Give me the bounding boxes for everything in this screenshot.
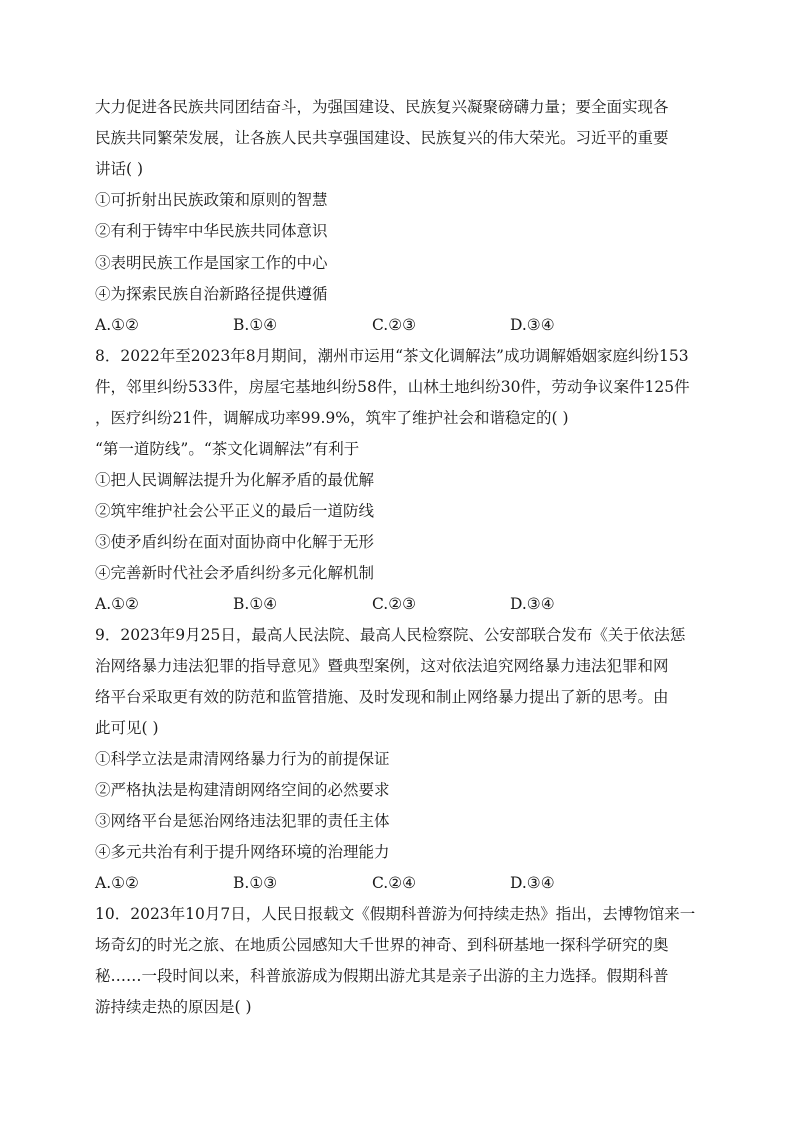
q10-stem-line: 场奇幻的时光之旅、在地质公园感知大千世界的神奇、到科研基地一探科学研究的奥 (95, 936, 669, 954)
q8-stem-line: 8．2022年至2023年8月期间，潮州市运用“茶文化调解法”成功调解婚姻家庭纠纷153 (95, 347, 689, 365)
q8-item: ④完善新时代社会矛盾纠纷多元化解机制 (95, 564, 375, 582)
q9-stem-line: 此可见( ) (95, 719, 159, 737)
q8-stem-line: 件，邻里纠纷533件，房屋宅基地纠纷58件，山林土地纠纷30件，劳动争议案件125件 (95, 378, 690, 396)
q7-stem-line: 民族共同繁荣发展，让各族人民共享强国建设、民族复兴的伟大荣光。习近平的重要 (95, 129, 669, 147)
option-c[interactable]: C.②③ (372, 316, 417, 334)
q7-item: ④为探索民族自治新路径提供遵循 (95, 285, 328, 303)
q9-stem-line: 9．2023年9月25日，最高人民法院、最高人民检察院、公安部联合发布《关于依法惩 (95, 626, 686, 644)
option-d[interactable]: D.③④ (510, 874, 555, 892)
option-c[interactable]: C.②③ (372, 595, 417, 613)
q10-stem-line: 秘……一段时间以来，科普旅游成为假期出游尤其是亲子出游的主力选择。假期科普 (95, 967, 669, 985)
q9-item: ①科学立法是肃清网络暴力行为的前提保证 (95, 750, 390, 768)
q8-item: ①把人民调解法提升为化解矛盾的最优解 (95, 471, 375, 489)
q8-stem-line: “第一道防线”。“茶文化调解法”有利于 (95, 440, 360, 458)
option-a[interactable]: A.①② (95, 595, 139, 613)
q8-stem-line: ，医疗纠纷21件，调解成功率99.9%，筑牢了维护社会和谐稳定的( ) (95, 409, 569, 427)
q7-item: ③表明民族工作是国家工作的中心 (95, 254, 328, 272)
option-b[interactable]: B.①④ (233, 316, 278, 334)
q7-stem-line: 讲话( ) (95, 160, 144, 178)
q7-stem-line: 大力促进各民族共同团结奋斗，为强国建设、民族复兴凝聚磅礴力量；要全面实现各 (95, 98, 669, 116)
q7-item: ②有利于铸牢中华民族共同体意识 (95, 222, 328, 240)
option-c[interactable]: C.②④ (372, 874, 417, 892)
option-b[interactable]: B.①③ (233, 874, 278, 892)
option-a[interactable]: A.①② (95, 316, 139, 334)
q10-stem-line: 10．2023年10月7日，人民日报载文《假期科普游为何持续走热》指出，去博物馆来一 (95, 905, 696, 923)
q9-stem-line: 络平台采取更有效的防范和监管措施、及时发现和制止网络暴力提出了新的思考。由 (95, 688, 669, 706)
q8-options (95, 594, 695, 614)
q8-item: ③使矛盾纠纷在面对面协商中化解于无形 (95, 533, 375, 551)
q7-options (95, 315, 695, 335)
option-b[interactable]: B.①④ (233, 595, 278, 613)
q8-item: ②筑牢维护社会公平正义的最后一道防线 (95, 502, 375, 520)
option-d[interactable]: D.③④ (510, 595, 555, 613)
q9-item: ③网络平台是惩治网络违法犯罪的责任主体 (95, 812, 390, 830)
q9-item: ②严格执法是构建清朗网络空间的必然要求 (95, 781, 390, 799)
q7-item: ①可折射出民族政策和原则的智慧 (95, 191, 328, 209)
q9-stem-line: 治网络暴力违法犯罪的指导意见》暨典型案例，这对依法追究网络暴力违法犯罪和网 (95, 657, 669, 675)
q9-item: ④多元共治有利于提升网络环境的治理能力 (95, 843, 390, 861)
q9-options (95, 873, 695, 893)
option-a[interactable]: A.①② (95, 874, 139, 892)
option-d[interactable]: D.③④ (510, 316, 555, 334)
q10-stem-line: 游持续走热的原因是( ) (95, 998, 252, 1016)
